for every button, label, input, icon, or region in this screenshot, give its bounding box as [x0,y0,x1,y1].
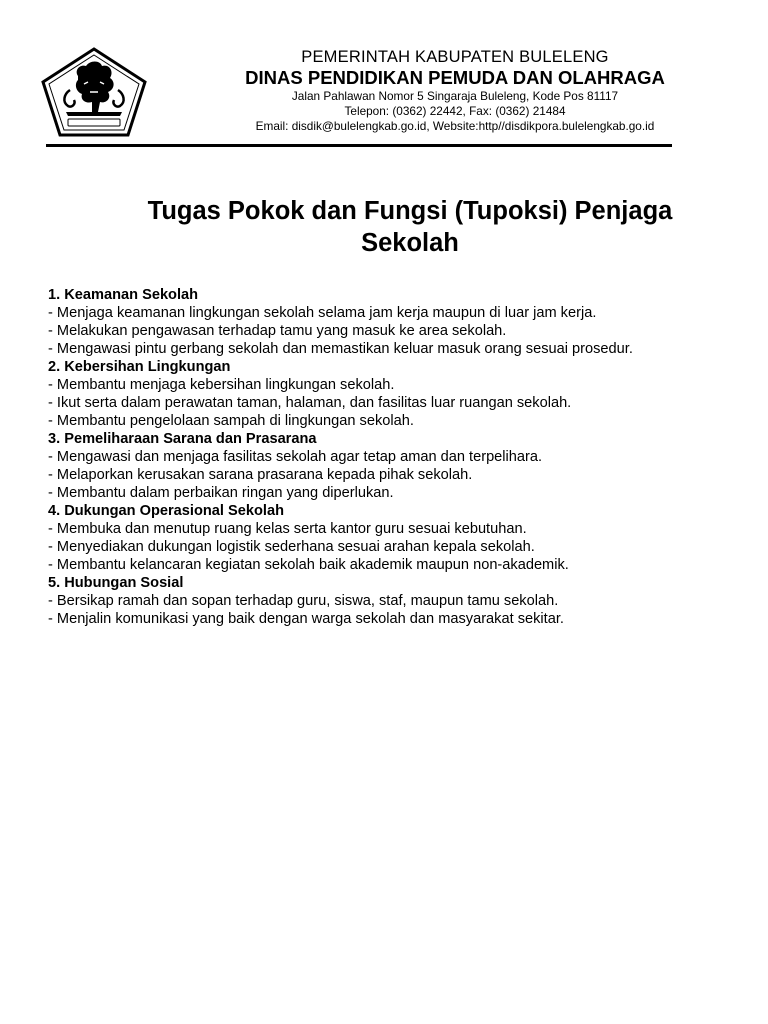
list-item: - Membantu pengelolaan sampah di lingkungan sekolah. [48,413,414,429]
agency-phone: Telepon: (0362) 22442, Fax: (0362) 21484 [344,104,566,118]
section-heading: 3. Pemeliharaan Sarana dan Prasarana [48,431,317,447]
section-cleanliness [48,358,748,430]
list-item: - Menjaga keamanan lingkungan sekolah selama jam kerja maupun di luar jam kerja. [48,305,597,321]
section-heading: 1. Keamanan Sekolah [48,287,199,303]
title-line-2: Sekolah [361,229,459,257]
government-name: PEMERINTAH KABUPATEN BULELENG [301,48,609,66]
section-heading: 5. Hubungan Sosial [48,575,184,591]
section-social-relations [48,574,748,628]
agency-address: Jalan Pahlawan Nomor 5 Singaraja Buleleng, Kode Pos 81117 [291,89,619,103]
emblem-logo [40,46,148,138]
section-operations [48,502,748,574]
letterhead [160,48,750,134]
list-item: - Membantu dalam perbaikan ringan yang diperlukan. [48,485,394,501]
title-line-1: Tugas Pokok dan Fungsi (Tupoksi) Penjaga [147,197,673,225]
list-item: - Membantu kelancaran kegiatan sekolah baik akademik maupun non-akademik. [48,557,569,573]
list-item: - Menyediakan dukungan logistik sederhana sesuai arahan kepala sekolah. [48,539,535,555]
document-title [60,195,760,259]
section-heading: 4. Dukungan Operasional Sekolah [48,503,284,519]
emblem-icon [40,46,148,138]
letterhead-divider [46,144,672,147]
agency-name: DINAS PENDIDIKAN PEMUDA DAN OLAHRAGA [245,67,665,88]
list-item: - Bersikap ramah dan sopan terhadap guru, siswa, staf, maupun tamu sekolah. [48,593,559,609]
list-item: - Ikut serta dalam perawatan taman, halaman, dan fasilitas luar ruangan sekolah. [48,395,572,411]
section-maintenance [48,430,748,502]
list-item: - Mengawasi pintu gerbang sekolah dan memastikan keluar masuk orang sesuai prosedur. [48,341,633,357]
list-item: - Membantu menjaga kebersihan lingkungan sekolah. [48,377,395,393]
list-item: - Melakukan pengawasan terhadap tamu yang masuk ke area sekolah. [48,323,507,339]
duties-list [48,286,748,628]
list-item: - Mengawasi dan menjaga fasilitas sekolah agar tetap aman dan terpelihara. [48,449,543,465]
section-security [48,286,748,358]
list-item: - Menjalin komunikasi yang baik dengan warga sekolah dan masyarakat sekitar. [48,611,564,627]
agency-contact: Email: disdik@bulelengkab.go.id, Website:http//disdikpora.bulelengkab.go.id [255,119,655,133]
list-item: - Membuka dan menutup ruang kelas serta kantor guru sesuai kebutuhan. [48,521,527,537]
list-item: - Melaporkan kerusakan sarana prasarana kepada pihak sekolah. [48,467,473,483]
section-heading: 2. Kebersihan Lingkungan [48,359,231,375]
